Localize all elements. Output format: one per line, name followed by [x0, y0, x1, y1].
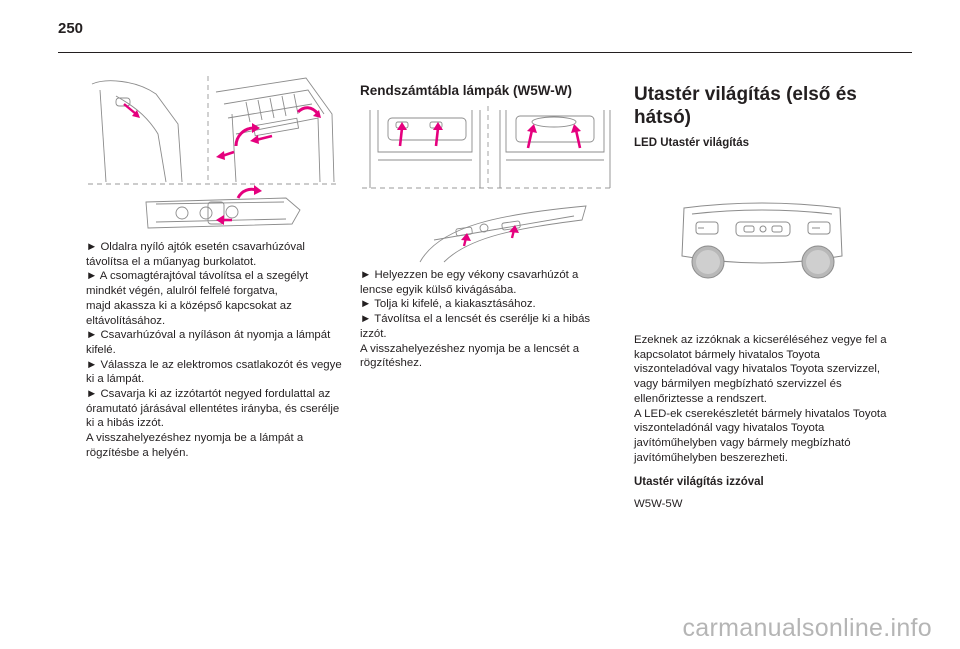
paragraph: ► A csomagtérajtóval távolítsa el a szegélyt mindkét végén, alulról felfelé forgatva, [86, 270, 309, 298]
paragraph: ► Helyezzen be egy vékony csavarhúzót a lencse egyik külső kivágásába. [360, 269, 579, 296]
rear-lamp-figure [86, 74, 342, 234]
column1-text [86, 240, 348, 461]
paragraph: majd akassza ki a középső kapcsokat az eltávolításához. [86, 299, 292, 327]
paragraph: ► Oldalra nyíló ajtók esetén csavarhúzóval távolítsa el a műanyag burkolatot. [86, 241, 305, 268]
bulb-type: W5W-5W [634, 498, 683, 510]
watermark: carmanualsonline.info [682, 614, 932, 642]
paragraph: ► Távolítsa el a lencsét és cserélje ki a hibás izzót. [360, 313, 591, 340]
paragraph: ► Tolja ki kifelé, a kiakasztásához. [360, 298, 536, 311]
top-rule [58, 52, 912, 53]
paragraph: A visszahelyezéshez nyomja be a lencsét a rögzítéshez. [360, 342, 580, 370]
paragraph: ► Válassza le az elektromos csatlakozót és vegye ki a lámpát. [86, 358, 342, 386]
subheading-led-lighting: LED Utastér világítás [634, 137, 750, 149]
section-heading-interior-lighting: Utastér világítás (első és hátsó) [634, 84, 857, 128]
section-heading-license-plate: Rendszámtábla lámpák (W5W-W) [360, 83, 573, 98]
paragraph: A LED-ek cserekészletét bármely hivatalos Toyota viszonteladónál vagy hivatalos Toyota javítóműhelyben vagy bármely megbízható javítóműhelyben beszerezheti. [634, 407, 887, 464]
interior-lamp-figure [672, 200, 852, 284]
paragraph: ► Csavarhúzóval a nyíláson át nyomja a lámpát kifelé. [86, 329, 331, 356]
paragraph: Ezeknek az izzóknak a kicseréléséhez vegye fel a kapcsolatot bármely hivatalos Toyota viszonteladóval vagy hivatalos Toyota szervizzel, vagy bármilyen megbízható szervizzel és ellenőriztesse a rendszert. [634, 334, 887, 405]
column2-text [360, 268, 612, 371]
page-number: 250 [58, 20, 84, 37]
subheading-bulb-lighting: Utastér világítás izzóval [634, 476, 764, 488]
paragraph: A visszahelyezéshez nyomja be a lámpát a rögzítésbe a helyén. [86, 432, 304, 459]
license-plate-lamp-figure [360, 104, 616, 264]
column3-text [634, 333, 896, 465]
paragraph: ► Csavarja ki az izzótartót negyed fordulattal az óramutató járásával ellentétes irányba, és cserélje ki a hibás izzót. [86, 388, 340, 430]
